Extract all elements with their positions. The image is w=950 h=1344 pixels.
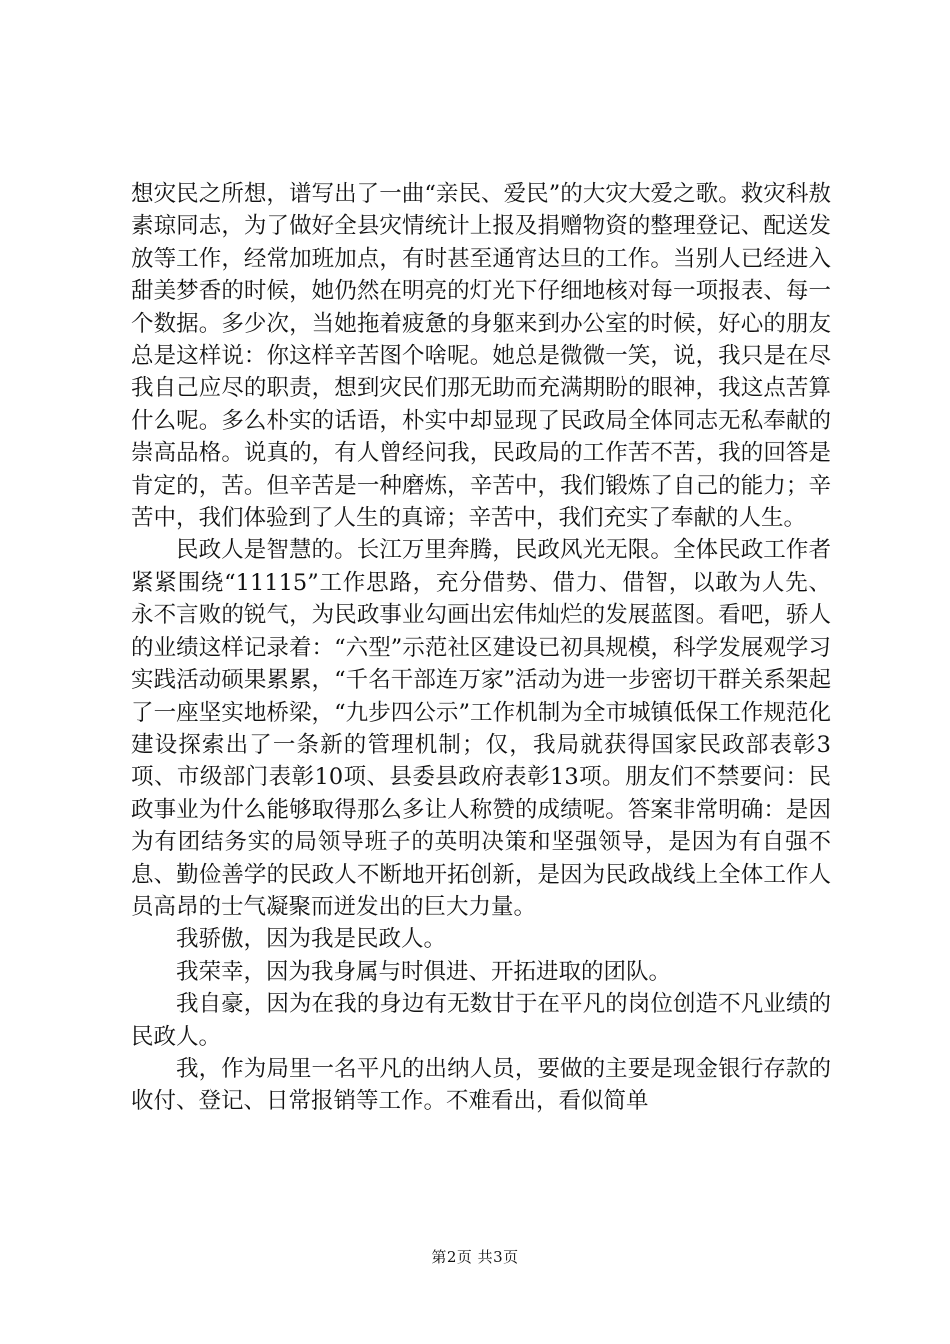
paragraph-4: 我荣幸，因为我身属与时俱进、开拓进取的团队。	[176, 958, 672, 985]
paragraph-5: 我自豪，因为在我的身边有无数甘于在平凡的岗位创造不凡业绩的民政人。	[131, 991, 831, 1050]
paragraph-3: 我骄傲，因为我是民政人。	[176, 926, 447, 953]
paragraph-1: 想灾民之所想，谱写出了一曲“亲民、爱民”的大灾大爱之歌。救灾科敖素琼同志，为了做好全县灾情统计上报及捐赠物资的整理登记、配送发放等工作，经常加班加点，有时甚至通宵达旦的工作。当别人已经进入甜美梦香的时候，她仍然在明亮的灯光下仔细地核对每一项报表、每一个数据。多少次，当她拖着疲惫的身躯来到办公室的时候，好心的朋友总是这样说：你这样辛苦图个啥呢。她总是微微一笑，说，我只是在尽我自己应尽的职责，想到灾民们那无助而充满期盼的眼神，我这点苦算什么呢。多么朴实的话语，朴实中却显现了民政局全体同志无私奉献的崇高品格。说真的，有人曾经问我，民政局的工作苦不苦，我的回答是肯定的，苦。但辛苦是一种磨炼，辛苦中，我们锻炼了自己的能力；辛苦中，我们体验到了人生的真谛；辛苦中，我们充实了奉献的人生。	[131, 181, 831, 532]
paragraph-2: 民政人是智慧的。长江万里奔腾，民政风光无限。全体民政工作者紧紧围绕“11115”工作思路，充分借势、借力、借智，以敢为人先、永不言败的锐气，为民政事业勾画出宏伟灿烂的发展蓝图。看吧，骄人的业绩这样记录着：“六型”示范社区建设已初具规模，科学发展观学习实践活动硕果累累，“千名干部连万家”活动为进一步密切干群关系架起了一座坚实地桥梁，“九步四公示”工作机制为全市城镇低保工作规范化建设探索出了一条新的管理机制；仅，我局就获得国家民政部表彰3项、市级部门表彰10项、县委县政府表彰13项。朋友们不禁要问：民政事业为什么能够取得那么多让人称赞的成绩呢。答案非常明确：是因为有团结务实的局领导班子的英明决策和坚强领导，是因为有自强不息、勤俭善学的民政人不断地开拓创新，是因为民政战线上全体工作人员高昂的士气凝聚而迸发出的巨大力量。	[131, 537, 831, 920]
paragraph-6: 我，作为局里一名平凡的出纳人员，要做的主要是现金银行存款的收付、登记、日常报销等工作。不难看出，看似简单	[131, 1055, 831, 1115]
page-footer: 第2页 共3页	[431, 1248, 519, 1266]
document-body	[131, 178, 831, 1118]
